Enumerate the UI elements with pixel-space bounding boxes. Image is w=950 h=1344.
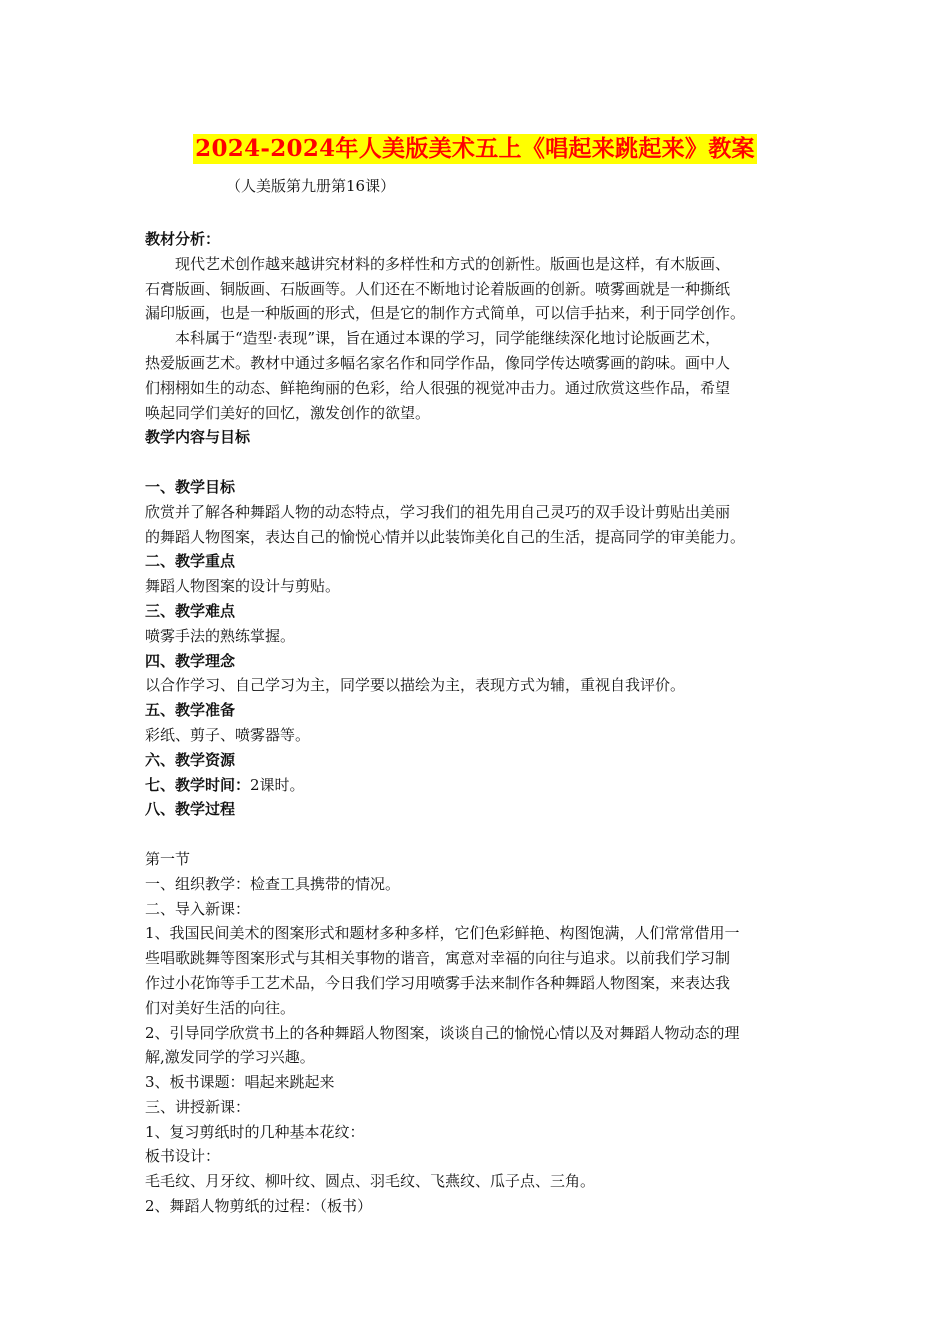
line-text: 石膏版画、铜版画、石版画等。人们还在不断地讨论着版画的创新。喷雾画就是一种撕纸 <box>145 279 731 298</box>
line-text: 以合作学习、自己学习为主，同学要以描绘为主，表现方式为辅，重视自我评价。 <box>145 676 686 695</box>
paragraph-line <box>145 351 809 376</box>
line-text: 本科属于“造型·表现”课，旨在通过本课的学习，同学能继续深化地讨论版画艺术， <box>175 329 721 348</box>
paragraph-line <box>145 624 809 649</box>
line-text: 的舞蹈人物图案，表达自己的愉悦心情并以此装饰美化自己的生活，提高同学的审美能力。 <box>145 527 746 546</box>
line-text: 喷雾手法的熟练掌握。 <box>145 626 296 645</box>
paragraph-line <box>145 376 809 401</box>
paragraph-line <box>145 1194 809 1219</box>
paragraph-line <box>145 574 809 599</box>
line-text: 教学内容与目标 <box>145 428 251 447</box>
paragraph-line <box>145 252 809 277</box>
line-text: 教材分析： <box>145 230 221 248</box>
section-heading <box>145 748 809 773</box>
document-subtitle: （人美版第九册第16课） <box>226 177 396 195</box>
paragraph-line <box>145 673 809 698</box>
blank-line <box>145 822 809 847</box>
section-heading <box>145 773 809 798</box>
section-heading <box>145 227 809 252</box>
line-text: 二、导入新课： <box>145 899 251 918</box>
line-text: 漏印版画，也是一种版画的形式，但是它的制作方式简单，可以信手拈来，利于同学创作。 <box>145 304 746 323</box>
paragraph-line <box>145 897 809 922</box>
line-text: 八、教学过程 <box>145 800 236 819</box>
line-text: 2、舞蹈人物剪纸的过程：（板书） <box>145 1197 373 1216</box>
paragraph-line <box>145 1120 809 1145</box>
line-text: 解,激发同学的学习兴趣。 <box>145 1048 315 1067</box>
line-text: 1、我国民间美术的图案形式和题材多种多样，它们色彩鲜艳、构图饱满，人们常常借用一 <box>145 924 740 943</box>
line-text: 舞蹈人物图案的设计与剪贴。 <box>145 577 341 596</box>
line-text: 作过小花饰等手工艺术品，今日我们学习用喷雾手法来制作各种舞蹈人物图案，来表达我 <box>145 973 731 992</box>
line-text: 一、组织教学：检查工具携带的情况。 <box>145 874 401 893</box>
paragraph-line <box>145 401 809 426</box>
paragraph-line <box>145 723 809 748</box>
paragraph-line <box>145 1021 809 1046</box>
paragraph-line <box>145 847 809 872</box>
line-text: 毛毛纹、月牙纹、柳叶纹、圆点、羽毛纹、飞燕纹、瓜子点、三角。 <box>145 1172 596 1191</box>
paragraph-line <box>145 1070 809 1095</box>
section-heading <box>145 475 809 500</box>
line-text: 七、教学时间： <box>145 775 251 794</box>
line-text: 六、教学资源 <box>145 750 236 769</box>
line-text: 二、教学重点 <box>145 552 236 571</box>
line-text: 现代艺术创作越来越讲究材料的多样性和方式的创新性。版画也是这样，有木版画、 <box>175 254 731 273</box>
paragraph-line <box>145 971 809 996</box>
line-text: 3、板书课题：唱起来跳起来 <box>145 1073 335 1092</box>
line-text: 一、教学目标 <box>145 477 236 496</box>
line-text: 欣赏并了解各种舞蹈人物的动态特点，学习我们的祖先用自己灵巧的双手设计剪贴出美丽 <box>145 502 731 521</box>
line-text: 三、讲授新课： <box>145 1097 251 1116</box>
paragraph-line <box>145 946 809 971</box>
paragraph-line <box>145 872 809 897</box>
line-text: 们对美好生活的向往。 <box>145 998 296 1017</box>
blank-line <box>145 450 809 475</box>
section-heading <box>145 698 809 723</box>
paragraph-line <box>145 301 809 326</box>
section-heading <box>145 549 809 574</box>
line-tail: 2课时。 <box>250 775 305 794</box>
paragraph-line <box>145 1045 809 1070</box>
paragraph-line <box>145 277 809 302</box>
paragraph-line <box>145 500 809 525</box>
line-text: 们栩栩如生的动态、鲜艳绚丽的色彩，给人很强的视觉冲击力。通过欣赏这些作品，希望 <box>145 378 731 397</box>
paragraph-line <box>145 921 809 946</box>
line-text: 2、引导同学欣赏书上的各种舞蹈人物图案，谈谈自己的愉悦心情以及对舞蹈人物动态的理 <box>145 1023 740 1042</box>
paragraph-line <box>145 1144 809 1169</box>
section-heading <box>145 649 809 674</box>
paragraph-line <box>145 996 809 1021</box>
document-body <box>145 227 809 1219</box>
line-text: 彩纸、剪子、喷雾器等。 <box>145 725 311 744</box>
section-heading <box>145 425 809 450</box>
paragraph-line <box>145 1095 809 1120</box>
paragraph-line <box>145 1169 809 1194</box>
line-text: 热爱版画艺术。教材中通过多幅名家名作和同学作品，像同学传达喷雾画的韵味。画中人 <box>145 353 731 372</box>
title-container <box>0 134 950 164</box>
paragraph-line <box>145 525 809 550</box>
line-text: 四、教学理念 <box>145 651 236 670</box>
line-text: 些唱歌跳舞等图案形式与其相关事物的谐音，寓意对幸福的向往与追求。以前我们学习制 <box>145 949 731 968</box>
line-text: 五、教学准备 <box>145 701 236 720</box>
line-text: 唤起同学们美好的回忆，激发创作的欲望。 <box>145 403 431 422</box>
line-text: 三、教学难点 <box>145 601 236 620</box>
document-title: 2024-2024年人美版美术五上《唱起来跳起来》教案 <box>195 135 755 162</box>
section-heading <box>145 599 809 624</box>
paragraph-line <box>145 326 809 351</box>
section-heading <box>145 797 809 822</box>
line-text: 1、复习剪纸时的几种基本花纹： <box>145 1122 365 1141</box>
line-text: 第一节 <box>145 849 191 868</box>
line-text: 板书设计： <box>145 1147 221 1166</box>
